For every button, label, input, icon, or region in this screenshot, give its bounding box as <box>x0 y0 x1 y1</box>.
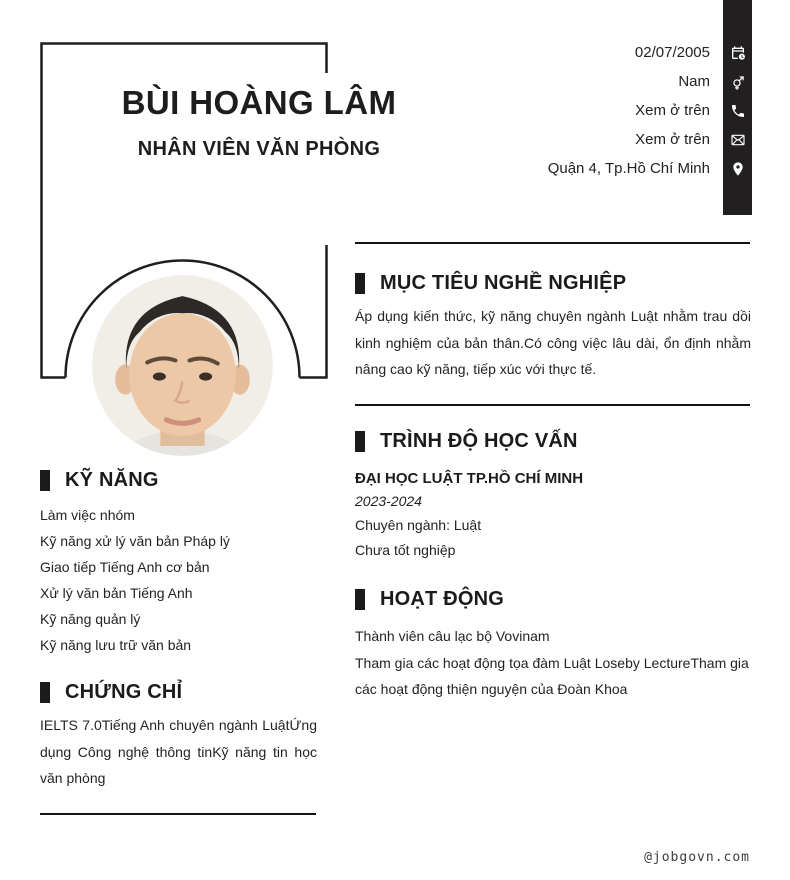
education-major: Chuyên ngành: Luật <box>355 517 482 533</box>
list-item: Tham gia các hoạt động tọa đàm Luật Loseby LectureTham gia các hoạt động thiện nguyện của Đoàn Khoa <box>355 654 749 697</box>
education-status: Chưa tốt nghiệp <box>355 542 456 558</box>
email-value: Xem ở trên <box>635 131 710 148</box>
skills-list <box>40 502 317 658</box>
activities-list <box>355 623 751 703</box>
section-activities <box>355 588 751 703</box>
watermark: @jobgovn.com <box>644 850 750 865</box>
activities-heading: HOẠT ĐỘNG <box>380 588 505 610</box>
section-certificates <box>40 681 317 792</box>
section-marker <box>355 589 365 610</box>
list-item: Kỹ năng quản lý <box>40 611 141 627</box>
list-item: Làm việc nhóm <box>40 507 135 523</box>
mail-icon <box>730 125 746 154</box>
gender-value: Nam <box>678 73 710 90</box>
certificates-heading: CHỨNG CHỈ <box>65 681 183 703</box>
section-objective <box>355 272 751 383</box>
section-education <box>355 430 751 563</box>
objective-header <box>355 272 751 295</box>
education-header <box>355 430 751 453</box>
section-marker <box>355 273 365 294</box>
education-heading: TRÌNH ĐỘ HỌC VẤN <box>380 430 578 452</box>
birthdate-value: 02/07/2005 <box>634 44 710 61</box>
skills-header <box>40 469 317 492</box>
candidate-job-title: NHÂN VIÊN VĂN PHÒNG <box>137 137 381 160</box>
divider <box>355 242 750 244</box>
section-skills <box>40 469 317 658</box>
divider <box>40 813 316 815</box>
header-block <box>60 84 458 161</box>
certificates-text: IELTS 7.0Tiếng Anh chuyên ngành LuậtỨng dụng Công nghệ thông tinKỹ năng tin học văn phòng <box>40 717 317 786</box>
section-marker <box>40 682 50 703</box>
list-item: Xử lý văn bản Tiếng Anh <box>40 585 193 601</box>
divider <box>355 404 750 406</box>
education-school: ĐẠI HỌC LUẬT TP.HỒ CHÍ MINH <box>355 470 584 487</box>
list-item: Kỹ năng xử lý văn bản Pháp lý <box>40 533 230 549</box>
profile-photo <box>92 275 273 456</box>
section-marker <box>40 470 50 491</box>
calendar-icon <box>730 38 746 67</box>
avatar <box>92 275 273 456</box>
list-item: Thành viên câu lạc bộ Vovinam <box>355 628 550 644</box>
address-value: Quận 4, Tp.Hồ Chí Minh <box>547 160 710 177</box>
activities-header <box>355 588 751 611</box>
objective-heading: MỤC TIÊU NGHỀ NGHIỆP <box>380 272 627 294</box>
list-item: Kỹ năng lưu trữ văn bản <box>40 637 192 653</box>
location-icon <box>730 154 746 183</box>
contact-icon-bar <box>723 0 752 215</box>
skills-heading: KỸ NĂNG <box>65 469 159 491</box>
education-period: 2023-2024 <box>355 493 422 509</box>
objective-text: Áp dụng kiến thức, kỹ năng chuyên ngành Luật nhằm trau dồi kinh nghiệm của bản thân.Có công việc lâu dài, ổn định nhằm nâng cao kỹ năng, tiếp xúc với thực tế. <box>355 308 751 377</box>
contact-info <box>400 38 710 183</box>
certificates-header <box>40 681 317 704</box>
section-marker <box>355 431 365 452</box>
candidate-name: BÙI HOÀNG LÂM <box>121 84 397 121</box>
list-item: Giao tiếp Tiếng Anh cơ bản <box>40 559 210 575</box>
phone-value: Xem ở trên <box>635 102 710 119</box>
phone-icon <box>730 96 746 125</box>
gender-icon <box>730 67 746 96</box>
